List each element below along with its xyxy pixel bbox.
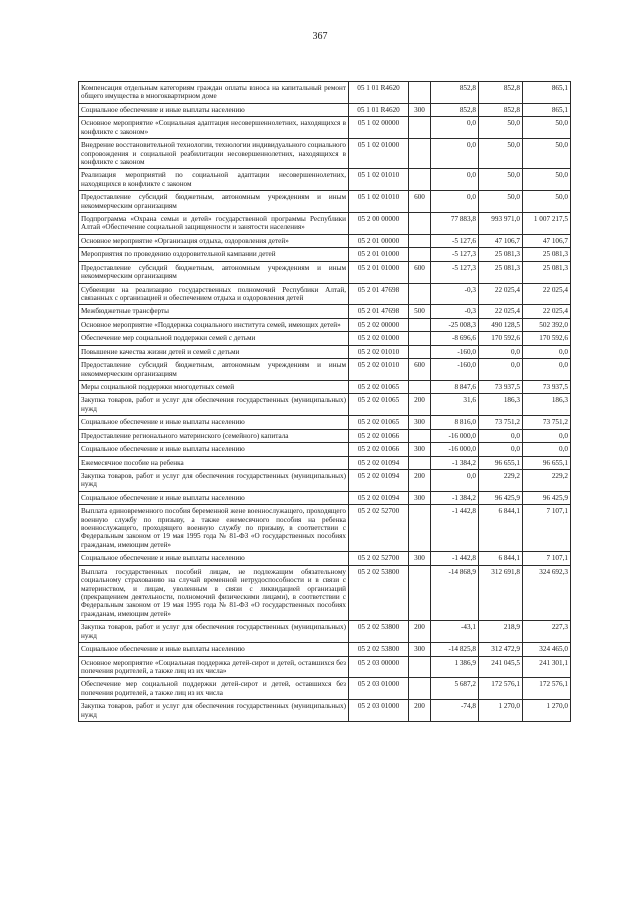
row-expense-type-cell: 300: [409, 552, 431, 565]
row-expense-type-cell: [409, 213, 431, 235]
row-name-cell: Предоставление регионального материнского (семейного) капитала: [79, 429, 349, 442]
row-amount-2-cell: 490 128,5: [479, 318, 523, 331]
row-expense-type-cell: [409, 283, 431, 305]
row-code-cell: 05 2 02 53800: [349, 643, 409, 656]
row-name-cell: Компенсация отдельным категориям граждан оплаты взноса на капитальный ремонт общего имущества в многоквартирном доме: [79, 82, 349, 104]
table-row: [79, 345, 571, 358]
row-amount-2-cell: 50,0: [479, 117, 523, 139]
row-name-cell: Обеспечение мер социальной поддержки семей с детьми: [79, 332, 349, 345]
row-amount-2-cell: 312 691,8: [479, 565, 523, 621]
row-name-cell: Подпрограмма «Охрана семьи и детей» государственной программы Республики Алтай «Обеспечение социальной защищенности и занятости населения»: [79, 213, 349, 235]
table-row: [79, 678, 571, 700]
table-row: [79, 213, 571, 235]
row-amount-2-cell: 0,0: [479, 345, 523, 358]
table-row: [79, 117, 571, 139]
row-code-cell: 05 1 02 01010: [349, 191, 409, 213]
row-amount-1-cell: -16 000,0: [431, 429, 479, 442]
row-amount-2-cell: 218,9: [479, 621, 523, 643]
row-amount-2-cell: 50,0: [479, 191, 523, 213]
row-name-cell: Основное мероприятие «Социальная адаптация несовершеннолетних, находящихся в конфликте с законом»: [79, 117, 349, 139]
row-name-cell: Закупка товаров, работ и услуг для обеспечения государственных (муниципальных) нужд: [79, 700, 349, 722]
budget-table: [78, 81, 571, 722]
table-row: [79, 469, 571, 491]
row-amount-2-cell: 852,8: [479, 82, 523, 104]
row-amount-3-cell: 22 025,4: [523, 305, 571, 318]
row-expense-type-cell: 600: [409, 261, 431, 283]
row-name-cell: Социальное обеспечение и иные выплаты населению: [79, 416, 349, 429]
row-expense-type-cell: [409, 345, 431, 358]
row-code-cell: 05 2 02 01066: [349, 443, 409, 456]
row-expense-type-cell: 300: [409, 643, 431, 656]
row-code-cell: 05 2 02 53800: [349, 621, 409, 643]
table-row: [79, 359, 571, 381]
row-amount-2-cell: 73 751,2: [479, 416, 523, 429]
row-code-cell: 05 2 02 52700: [349, 505, 409, 552]
table-row: [79, 491, 571, 504]
row-code-cell: 05 2 03 00000: [349, 656, 409, 678]
row-expense-type-cell: 300: [409, 491, 431, 504]
row-code-cell: 05 1 02 00000: [349, 117, 409, 139]
row-name-cell: Обеспечение мер социальной поддержки детей-сирот и детей, оставшихся без попечения родителей, а также лиц из их числа: [79, 678, 349, 700]
row-name-cell: Основное мероприятие «Организация отдыха, оздоровления детей»: [79, 234, 349, 247]
row-amount-2-cell: 96 425,9: [479, 491, 523, 504]
row-amount-2-cell: 22 025,4: [479, 305, 523, 318]
row-amount-1-cell: -160,0: [431, 359, 479, 381]
table-row: [79, 283, 571, 305]
row-code-cell: 05 2 02 01065: [349, 416, 409, 429]
row-amount-2-cell: 0,0: [479, 429, 523, 442]
table-row: [79, 621, 571, 643]
row-amount-2-cell: 229,2: [479, 469, 523, 491]
row-name-cell: Закупка товаров, работ и услуг для обеспечения государственных (муниципальных) нужд: [79, 469, 349, 491]
row-amount-2-cell: 25 081,3: [479, 261, 523, 283]
row-code-cell: 05 2 02 01094: [349, 491, 409, 504]
row-amount-2-cell: 50,0: [479, 169, 523, 191]
table-row: [79, 380, 571, 393]
row-expense-type-cell: [409, 139, 431, 169]
table-row: [79, 318, 571, 331]
row-code-cell: 05 2 02 00000: [349, 318, 409, 331]
row-amount-2-cell: 852,8: [479, 103, 523, 116]
row-amount-1-cell: -8 696,6: [431, 332, 479, 345]
row-code-cell: 05 1 01 R4620: [349, 103, 409, 116]
row-amount-1-cell: 8 847,6: [431, 380, 479, 393]
row-code-cell: 05 2 02 01094: [349, 469, 409, 491]
table-row: [79, 505, 571, 552]
row-amount-2-cell: 0,0: [479, 443, 523, 456]
row-name-cell: Социальное обеспечение и иные выплаты населению: [79, 643, 349, 656]
table-row: [79, 332, 571, 345]
row-amount-3-cell: 0,0: [523, 429, 571, 442]
row-amount-2-cell: 96 655,1: [479, 456, 523, 469]
row-amount-1-cell: -0,3: [431, 305, 479, 318]
table-row: [79, 394, 571, 416]
row-amount-1-cell: -74,8: [431, 700, 479, 722]
row-expense-type-cell: [409, 117, 431, 139]
row-amount-1-cell: -43,1: [431, 621, 479, 643]
row-name-cell: Предоставление субсидий бюджетным, автономным учреждениям и иным некоммерческим организациям: [79, 191, 349, 213]
row-amount-3-cell: 0,0: [523, 359, 571, 381]
row-amount-1-cell: -1 442,8: [431, 505, 479, 552]
row-name-cell: Социальное обеспечение и иные выплаты населению: [79, 552, 349, 565]
table-row: [79, 248, 571, 261]
row-amount-2-cell: 0,0: [479, 359, 523, 381]
row-amount-2-cell: 993 971,0: [479, 213, 523, 235]
row-expense-type-cell: [409, 505, 431, 552]
row-amount-3-cell: 22 025,4: [523, 283, 571, 305]
row-amount-3-cell: 50,0: [523, 191, 571, 213]
row-name-cell: Предоставление субсидий бюджетным, автономным учреждениям и иным некоммерческим организациям: [79, 359, 349, 381]
table-row: [79, 643, 571, 656]
row-amount-2-cell: 170 592,6: [479, 332, 523, 345]
row-expense-type-cell: [409, 318, 431, 331]
row-expense-type-cell: [409, 678, 431, 700]
row-name-cell: Основное мероприятие «Социальная поддержка детей-сирот и детей, оставшихся без попечения родителей, а также лиц из их числа»: [79, 656, 349, 678]
row-amount-3-cell: 227,3: [523, 621, 571, 643]
table-row: [79, 261, 571, 283]
row-name-cell: Ежемесячное пособие на ребенка: [79, 456, 349, 469]
row-name-cell: Выплата единовременного пособия беременной жене военнослужащего, проходящего военную службу по призыву, а также ежемесячного пособия на ребенка военнослужащего, проходящего военную службу по призыву, в соответствии с Федеральным законом от 19 мая 1995 года № 81-ФЗ «О государственных пособиях гражданам, имеющим детей»: [79, 505, 349, 552]
row-expense-type-cell: [409, 234, 431, 247]
row-name-cell: Основное мероприятие «Поддержка социального института семей, имеющих детей»: [79, 318, 349, 331]
row-expense-type-cell: [409, 248, 431, 261]
row-amount-3-cell: 7 107,1: [523, 552, 571, 565]
row-code-cell: 05 2 02 01066: [349, 429, 409, 442]
row-amount-1-cell: 1 386,9: [431, 656, 479, 678]
row-amount-3-cell: 50,0: [523, 139, 571, 169]
row-amount-3-cell: 229,2: [523, 469, 571, 491]
row-amount-1-cell: -1 384,2: [431, 456, 479, 469]
row-amount-2-cell: 1 270,0: [479, 700, 523, 722]
row-amount-1-cell: 0,0: [431, 117, 479, 139]
table-row: [79, 552, 571, 565]
row-amount-3-cell: 1 007 217,5: [523, 213, 571, 235]
row-code-cell: 05 2 03 01000: [349, 678, 409, 700]
row-name-cell: Социальное обеспечение и иные выплаты населению: [79, 443, 349, 456]
table-row: [79, 191, 571, 213]
row-amount-1-cell: 31,6: [431, 394, 479, 416]
row-code-cell: 05 2 01 01000: [349, 248, 409, 261]
row-name-cell: Субвенции на реализацию государственных полномочий Республики Алтай, связанных с организацией и обеспечением отдыха и оздоровления детей: [79, 283, 349, 305]
page-number: 367: [312, 31, 328, 42]
row-code-cell: 05 2 02 01094: [349, 456, 409, 469]
row-amount-3-cell: 172 576,1: [523, 678, 571, 700]
row-amount-1-cell: -1 442,8: [431, 552, 479, 565]
row-amount-2-cell: 47 106,7: [479, 234, 523, 247]
row-code-cell: 05 1 02 01000: [349, 139, 409, 169]
row-expense-type-cell: [409, 169, 431, 191]
row-code-cell: 05 2 02 01065: [349, 380, 409, 393]
row-code-cell: 05 2 01 47698: [349, 305, 409, 318]
row-amount-3-cell: 1 270,0: [523, 700, 571, 722]
row-amount-2-cell: 6 844,1: [479, 552, 523, 565]
row-amount-1-cell: 852,8: [431, 103, 479, 116]
table-row: [79, 305, 571, 318]
row-name-cell: Предоставление субсидий бюджетным, автономным учреждениям и иным некоммерческим организациям: [79, 261, 349, 283]
row-name-cell: Меры социальной поддержки многодетных семей: [79, 380, 349, 393]
row-amount-1-cell: 77 883,8: [431, 213, 479, 235]
row-expense-type-cell: [409, 429, 431, 442]
table-row: [79, 565, 571, 621]
row-amount-2-cell: 312 472,9: [479, 643, 523, 656]
row-amount-1-cell: -14 868,9: [431, 565, 479, 621]
row-amount-3-cell: 865,1: [523, 103, 571, 116]
row-amount-1-cell: -5 127,6: [431, 234, 479, 247]
row-code-cell: 05 2 02 01065: [349, 394, 409, 416]
row-amount-3-cell: 25 081,3: [523, 261, 571, 283]
row-amount-3-cell: 73 751,2: [523, 416, 571, 429]
row-name-cell: Социальное обеспечение и иные выплаты населению: [79, 103, 349, 116]
row-amount-1-cell: 5 687,2: [431, 678, 479, 700]
table-row: [79, 429, 571, 442]
row-amount-3-cell: 50,0: [523, 169, 571, 191]
row-amount-1-cell: 0,0: [431, 139, 479, 169]
row-amount-1-cell: 0,0: [431, 169, 479, 191]
row-expense-type-cell: [409, 456, 431, 469]
row-code-cell: 05 2 01 00000: [349, 234, 409, 247]
row-amount-3-cell: 50,0: [523, 117, 571, 139]
row-name-cell: Повышение качества жизни детей и семей с детьми: [79, 345, 349, 358]
row-expense-type-cell: 600: [409, 191, 431, 213]
row-name-cell: Межбюджетные трансферты: [79, 305, 349, 318]
row-amount-1-cell: -5 127,3: [431, 261, 479, 283]
row-name-cell: Социальное обеспечение и иные выплаты населению: [79, 491, 349, 504]
row-amount-2-cell: 73 937,5: [479, 380, 523, 393]
row-code-cell: 05 2 03 01000: [349, 700, 409, 722]
row-amount-2-cell: 186,3: [479, 394, 523, 416]
row-amount-3-cell: 502 392,0: [523, 318, 571, 331]
row-amount-3-cell: 0,0: [523, 443, 571, 456]
row-code-cell: 05 2 02 01010: [349, 359, 409, 381]
row-expense-type-cell: 300: [409, 103, 431, 116]
table-row: [79, 700, 571, 722]
table-row: [79, 656, 571, 678]
row-expense-type-cell: 300: [409, 443, 431, 456]
row-name-cell: Закупка товаров, работ и услуг для обеспечения государственных (муниципальных) нужд: [79, 621, 349, 643]
row-amount-1-cell: 8 816,0: [431, 416, 479, 429]
row-expense-type-cell: [409, 656, 431, 678]
table-row: [79, 103, 571, 116]
row-amount-3-cell: 324 692,3: [523, 565, 571, 621]
table-row: [79, 443, 571, 456]
row-amount-3-cell: 241 301,1: [523, 656, 571, 678]
row-expense-type-cell: 200: [409, 700, 431, 722]
row-expense-type-cell: 600: [409, 359, 431, 381]
row-amount-3-cell: 186,3: [523, 394, 571, 416]
row-amount-3-cell: 0,0: [523, 345, 571, 358]
row-amount-3-cell: 7 107,1: [523, 505, 571, 552]
row-amount-3-cell: 96 655,1: [523, 456, 571, 469]
row-amount-1-cell: -25 008,3: [431, 318, 479, 331]
row-code-cell: 05 1 01 R4620: [349, 82, 409, 104]
row-expense-type-cell: [409, 380, 431, 393]
row-amount-1-cell: -0,3: [431, 283, 479, 305]
budget-table-body: [79, 82, 571, 722]
row-code-cell: 05 2 02 01010: [349, 345, 409, 358]
table-row: [79, 234, 571, 247]
row-expense-type-cell: 200: [409, 469, 431, 491]
table-row: [79, 456, 571, 469]
row-amount-1-cell: -14 825,8: [431, 643, 479, 656]
row-amount-1-cell: 0,0: [431, 191, 479, 213]
row-code-cell: 05 2 01 01000: [349, 261, 409, 283]
row-amount-2-cell: 25 081,3: [479, 248, 523, 261]
row-code-cell: 05 2 02 01000: [349, 332, 409, 345]
row-amount-3-cell: 73 937,5: [523, 380, 571, 393]
row-code-cell: 05 2 02 53800: [349, 565, 409, 621]
row-amount-2-cell: 172 576,1: [479, 678, 523, 700]
row-expense-type-cell: 200: [409, 621, 431, 643]
row-name-cell: Реализация мероприятий по социальной адаптации несовершеннолетних, находящихся в конфликте с законом: [79, 169, 349, 191]
row-expense-type-cell: 200: [409, 394, 431, 416]
row-expense-type-cell: [409, 565, 431, 621]
row-code-cell: 05 2 01 47698: [349, 283, 409, 305]
row-amount-1-cell: -160,0: [431, 345, 479, 358]
row-expense-type-cell: 500: [409, 305, 431, 318]
row-name-cell: Закупка товаров, работ и услуг для обеспечения государственных (муниципальных) нужд: [79, 394, 349, 416]
row-code-cell: 05 2 02 52700: [349, 552, 409, 565]
table-row: [79, 139, 571, 169]
row-amount-3-cell: 170 592,6: [523, 332, 571, 345]
row-amount-1-cell: -16 000,0: [431, 443, 479, 456]
row-amount-3-cell: 865,1: [523, 82, 571, 104]
row-name-cell: Мероприятия по проведению оздоровительной кампании детей: [79, 248, 349, 261]
row-amount-2-cell: 22 025,4: [479, 283, 523, 305]
row-expense-type-cell: 300: [409, 416, 431, 429]
row-amount-3-cell: 96 425,9: [523, 491, 571, 504]
row-amount-2-cell: 50,0: [479, 139, 523, 169]
row-expense-type-cell: [409, 332, 431, 345]
row-expense-type-cell: [409, 82, 431, 104]
row-amount-2-cell: 241 045,5: [479, 656, 523, 678]
row-code-cell: 05 2 00 00000: [349, 213, 409, 235]
row-amount-3-cell: 47 106,7: [523, 234, 571, 247]
row-name-cell: Выплата государственных пособий лицам, не подлежащим обязательному социальному страхованию на случай временной нетрудоспособности и в связи с материнством, и лицам, уволенным в связи с ликвидацией организаций (прекращением деятельности, полномочий физическими лицами), в соответствии с Федеральным законом от 19 мая 1995 года № 81-ФЗ «О государственных пособиях гражданам, имеющим детей»: [79, 565, 349, 621]
row-amount-1-cell: 852,8: [431, 82, 479, 104]
table-row: [79, 82, 571, 104]
row-name-cell: Внедрение восстановительной технологии, технологии индивидуального социального сопровождения и социальной реабилитации несовершеннолетних, находящихся в конфликте с законом: [79, 139, 349, 169]
row-amount-1-cell: -5 127,3: [431, 248, 479, 261]
row-amount-2-cell: 6 844,1: [479, 505, 523, 552]
row-amount-1-cell: 0,0: [431, 469, 479, 491]
table-row: [79, 416, 571, 429]
table-row: [79, 169, 571, 191]
row-code-cell: 05 1 02 01010: [349, 169, 409, 191]
row-amount-3-cell: 25 081,3: [523, 248, 571, 261]
row-amount-1-cell: -1 384,2: [431, 491, 479, 504]
row-amount-3-cell: 324 465,0: [523, 643, 571, 656]
